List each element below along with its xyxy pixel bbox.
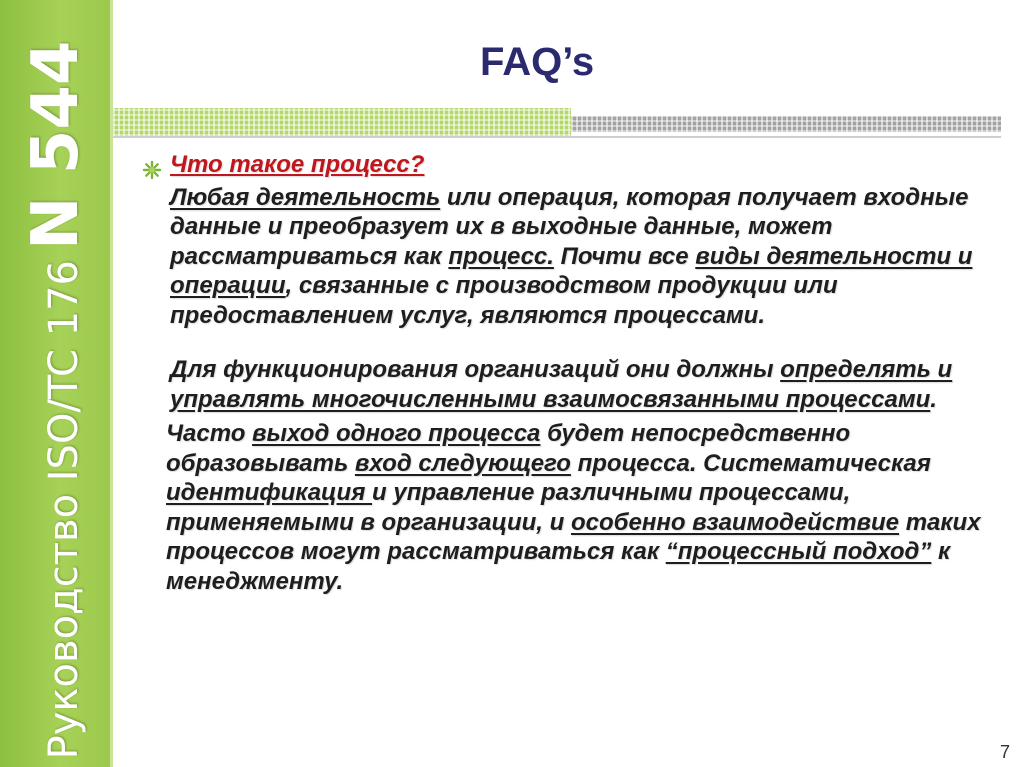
text-segment: или операция, которая получает входные данные и преобразует их в выходные данные, может рассматриваться как (170, 183, 969, 270)
term-identification: идентификация (166, 479, 373, 506)
text-segment: к менеджменту. (166, 538, 951, 595)
term-activities-operations: виды деятельности и операции (170, 242, 973, 299)
term-any-activity: Любая деятельность (170, 183, 441, 211)
sidebar (0, 0, 113, 767)
decorative-band-green (113, 108, 571, 136)
question-heading: Что такое процесс? (170, 151, 425, 178)
star-bullet-icon (142, 160, 162, 180)
text-segment: процесса. Систематическая (570, 449, 931, 477)
term-input: вход следующего (354, 449, 571, 477)
text-segment: . (930, 385, 937, 413)
term-interaction: особенно взаимодействие (570, 508, 900, 536)
decorative-band-gray (571, 116, 1001, 132)
text-segment: таких процессов могут рассматриваться как (166, 508, 981, 565)
text-segment: будет непосредственно образовывать (166, 420, 851, 477)
sidebar-label-big: N 544 (19, 40, 93, 251)
sidebar-label-small: Руководство ISO/TC 176 (41, 260, 87, 760)
text-segment: Часто (166, 420, 253, 447)
paragraph-process-definition (170, 183, 1000, 331)
text-segment: и управление различными процессами, применяемыми в организации, и (166, 479, 851, 536)
slide-title: FAQ’s (480, 40, 595, 84)
text-segment: Почти все (553, 242, 696, 270)
term-process: процесс. (448, 242, 554, 270)
paragraph-process-approach (166, 419, 1000, 596)
decorative-divider (113, 136, 1001, 138)
page-number: 7 (1000, 742, 1011, 762)
term-manage-processes: определять и управлять многочисленными взаимосвязанными процессами (170, 356, 953, 413)
term-output: выход одного процесса (252, 420, 541, 447)
text-segment: Для функционирования организаций они должны (170, 356, 781, 383)
term-process-approach: “процессный подход” (665, 538, 932, 565)
text-segment: , связанные с производством продукции или предоставлением услуг, являются процессами. (170, 272, 838, 329)
sidebar-label (19, 41, 93, 760)
slide-content (166, 150, 1000, 596)
paragraph-organizations (170, 355, 1000, 414)
